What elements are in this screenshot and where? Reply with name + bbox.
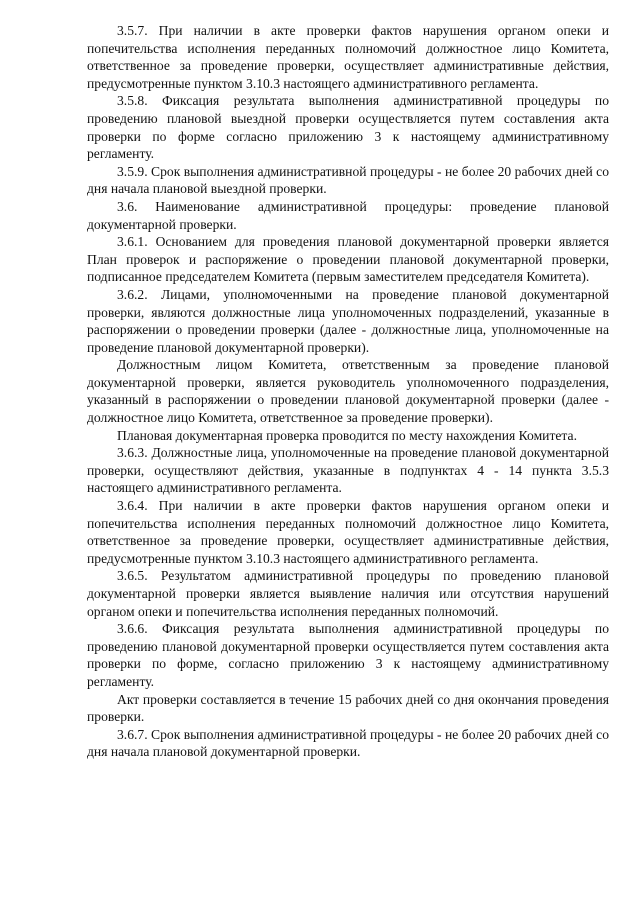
paragraph-3-5-9: 3.5.9. Срок выполнения административной процедуры - не более 20 рабочих дней со дня начала плановой выездной проверки. [87,163,609,197]
paragraph-3-5-8: 3.5.8. Фиксация результата выполнения административной процедуры по проведению плановой выездной проверки осуществляется путем составления акта проверки по форме согласно приложению 3 к настоящему административному регламенту. [87,93,609,162]
paragraph-act-deadline: Акт проверки составляется в течение 15 рабочих дней со дня окончания проведения проверки. [87,691,609,725]
paragraph-3-6-6: 3.6.6. Фиксация результата выполнения административной процедуры по проведению плановой документарной проверки осуществляется путем составления акта проверки по форме, согласно приложению 3 к настоящему административному регламенту. [87,621,609,689]
paragraph-3-6-3: 3.6.3. Должностные лица, уполномоченные на проведение плановой документарной проверки, осуществляют действия, указанные в подпунктах 4 - 14 пункта 3.5.3 настоящего административного регламента. [87,445,609,496]
paragraph-3-6-1: 3.6.1. Основанием для проведения плановой документарной проверки является План проверок и распоряжение о проведении плановой документарной проверки, подписанное председателем Комитета (первым заместителем председателя Комитета). [87,234,609,285]
paragraph-3-6-7: 3.6.7. Срок выполнения административной процедуры - не более 20 рабочих дней со дня начала плановой документарной проверки. [87,726,609,760]
paragraph-3-6-4: 3.6.4. При наличии в акте проверки фактов нарушения органом опеки и попечительства исполнения переданных полномочий должностное лицо Комитета, ответственное за проведение проверки, осуществляет административные действия, предусмотренные пунктом 3.10.3 настоящего административного регламента. [87,498,609,566]
document-body [87,22,609,761]
paragraph-responsible-official: Должностным лицом Комитета, ответственным за проведение плановой документарной проверки, является руководитель уполномоченного подразделения, указанный в распоряжении о проведении плановой документарной проверки (далее - должностное лицо Комитета, ответственное за проведение проверки). [87,357,609,426]
paragraph-3-6-2: 3.6.2. Лицами, уполномоченными на проведение плановой документарной проверки, являются должностные лица уполномоченных подразделений, указанные в распоряжении о проведении проверки (далее - должностные лица, уполномоченные на проведение плановой документарной проверки). [87,286,609,355]
paragraph-3-6: 3.6. Наименование административной процедуры: проведение плановой документарной проверки. [87,198,609,232]
paragraph-3-6-5: 3.6.5. Результатом административной процедуры по проведению плановой документарной проверки является выявление наличия или отсутствия нарушений органом опеки и попечительства исполнения переданных полномочий. [87,568,609,619]
paragraph-3-5-7: 3.5.7. При наличии в акте проверки фактов нарушения органом опеки и попечительства исполнения переданных полномочий должностное лицо Комитета, ответственное за проведение проверки, осуществляет административные действия, предусмотренные пунктом 3.10.3 настоящего административного регламента. [87,23,609,91]
paragraph-inspection-location: Плановая документарная проверка проводится по месту нахождения Комитета. [117,427,577,443]
